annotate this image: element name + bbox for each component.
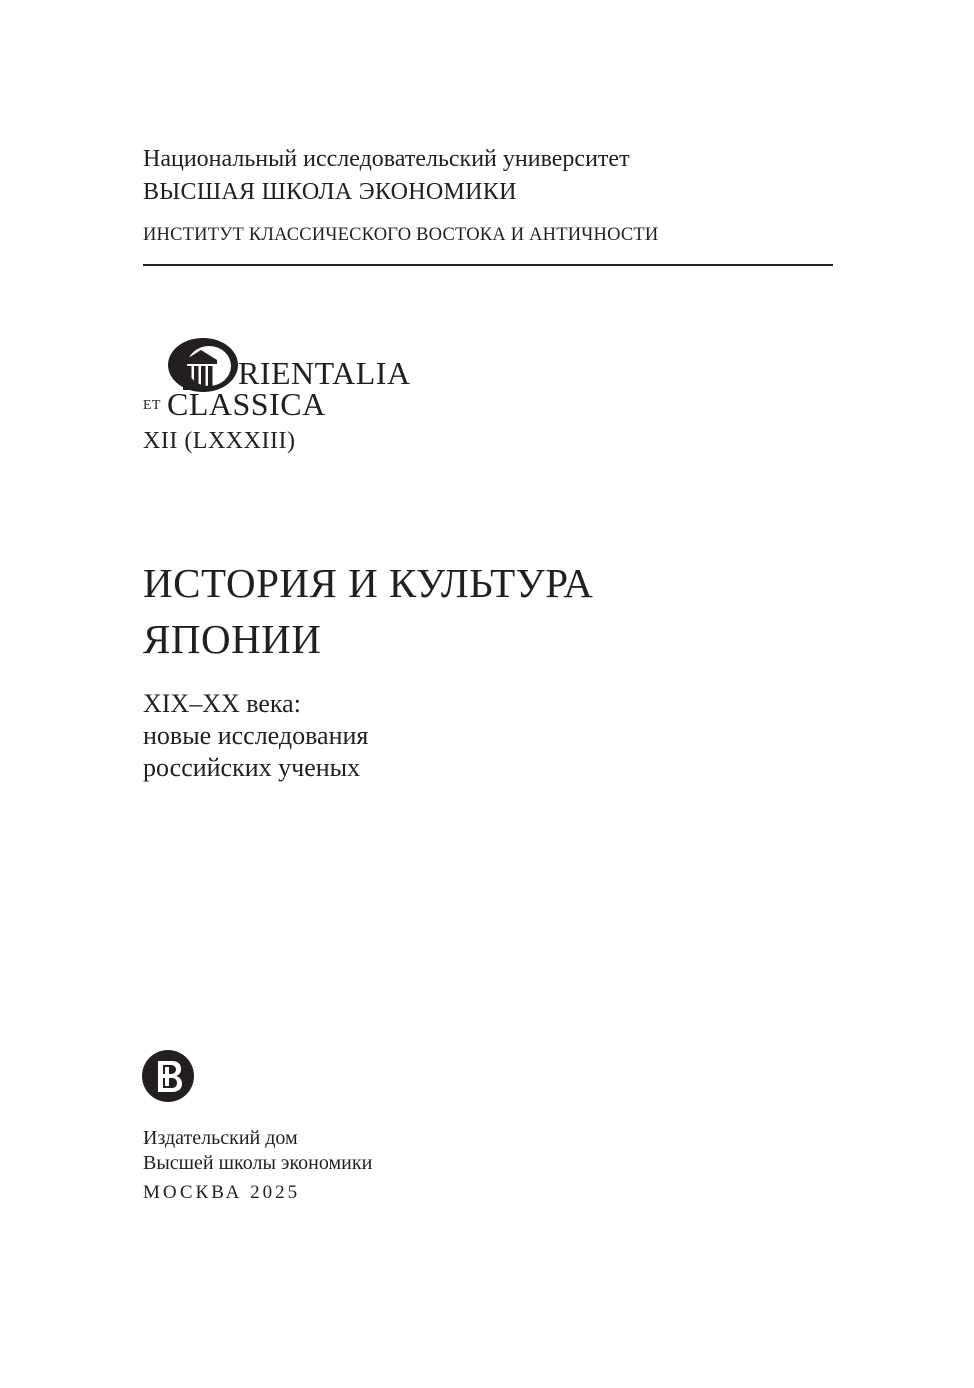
publisher-city-year: МОСКВА 2025 — [143, 1182, 301, 1203]
book-title-line2: ЯПОНИИ — [143, 616, 322, 662]
book-subtitle-line1: XIX–XX века: — [143, 689, 301, 718]
institute-name: ИНСТИТУТ КЛАССИЧЕСКОГО ВОСТОКА И АНТИЧНОСТИ — [143, 225, 659, 245]
book-subtitle-line2: новые исследования — [143, 721, 369, 750]
hse-publishing-house-logo-icon — [141, 1049, 195, 1103]
publisher-name-line2: Высшей школы экономики — [143, 1152, 373, 1174]
university-name: Национальный исследовательский университет — [143, 146, 630, 172]
university-name-caps: ВЫСШАЯ ШКОЛА ЭКОНОМИКИ — [143, 179, 517, 205]
series-logo-word-classica: CLASSICA — [167, 386, 326, 422]
book-subtitle-line3: российских ученых — [143, 753, 361, 782]
publisher-name-line1: Издательский дом — [143, 1127, 298, 1149]
series-logo-et: ET — [143, 398, 161, 413]
series-logo-word-orientalia: RIENTALIA — [238, 355, 411, 391]
book-title-line1: ИСТОРИЯ И КУЛЬТУРА — [143, 560, 594, 606]
header-divider — [143, 264, 833, 266]
series-volume: XII (LXXXIII) — [143, 428, 296, 454]
series-logo — [143, 336, 423, 422]
